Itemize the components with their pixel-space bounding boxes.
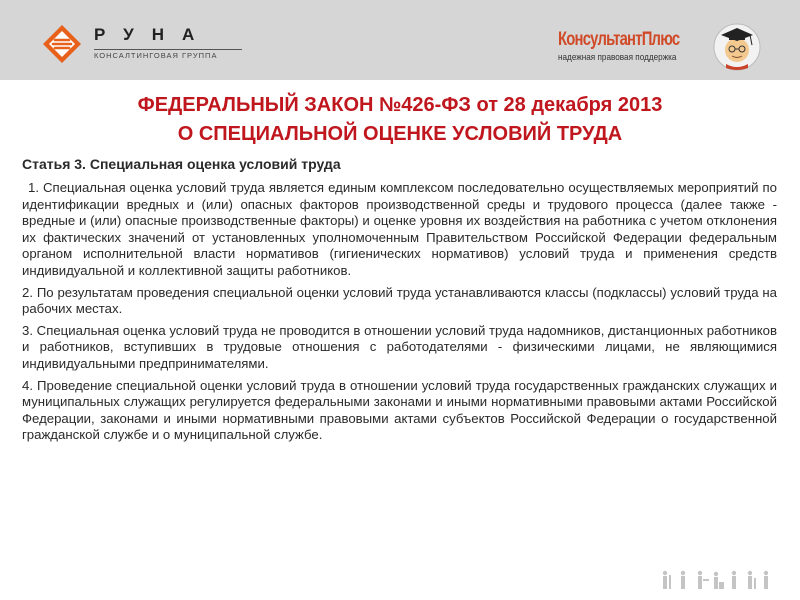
runa-diamond-logo-icon bbox=[42, 24, 82, 64]
paragraph-3: 3. Специальная оценка условий труда не проводится в отношении условий труда надомников, дистанционных работников и работников, вступивших в трудовые отношения с работодателями - физическими лицами, не являющимися индивидуальными предпринимателями. bbox=[22, 322, 777, 371]
workers-silhouettes-icon bbox=[658, 570, 773, 590]
runa-divider bbox=[94, 49, 242, 50]
consultantplus-name: КонсультантПлюс bbox=[558, 29, 680, 50]
article-body bbox=[22, 180, 777, 449]
consultantplus-logo bbox=[552, 20, 767, 72]
runa-logo bbox=[42, 24, 247, 64]
document-title-line-1: ФЕДЕРАЛЬНЫЙ ЗАКОН №426-ФЗ от 28 декабря 2013 bbox=[137, 94, 663, 116]
paragraph-2: 2. По результатам проведения специальной оценки условий труда устанавливаются классы (подклассы) условий труда на рабочих местах. bbox=[22, 284, 777, 317]
professor-mascot-icon bbox=[712, 20, 762, 72]
paragraph-4: 4. Проведение специальной оценки условий труда в отношении условий труда государственных гражданских служащих и муниципальных служащих регулируется федеральными законами и иными нормативными правовыми актами Российской Федерации, законами и иными нормативными правовыми актами субъектов Российской Федерации о государственной гражданской службе и о муниципальной службе. bbox=[22, 377, 777, 443]
runa-subtitle: КОНСАЛТИНГОВАЯ ГРУППА bbox=[94, 51, 218, 60]
consultantplus-slogan: надежная правовая поддержка bbox=[558, 52, 677, 63]
runa-name: РУНА bbox=[94, 25, 213, 44]
paragraph-1: 1. Специальная оценка условий труда является единым комплексом последовательно осуществляемых мероприятий по идентификации вредных и (или) опасных факторов производственной среды и трудового процесса (далее также - вредные и (или) опасные производственные факторы) и оценке уровня их воздействия на работника с учетом отклонения их фактических значений от установленных уполномоченным Правительством Российской Федерации федеральным органом исполнительной власти нормативов (гигиенических нормативов) условий труда и применения средств индивидуальной и коллективной защиты работников. bbox=[22, 180, 777, 278]
document-title-line-2: О СПЕЦИАЛЬНОЙ ОЦЕНКЕ УСЛОВИЙ ТРУДА bbox=[177, 123, 623, 145]
article-heading: Статья 3. Специальная оценка условий труда bbox=[22, 156, 341, 172]
